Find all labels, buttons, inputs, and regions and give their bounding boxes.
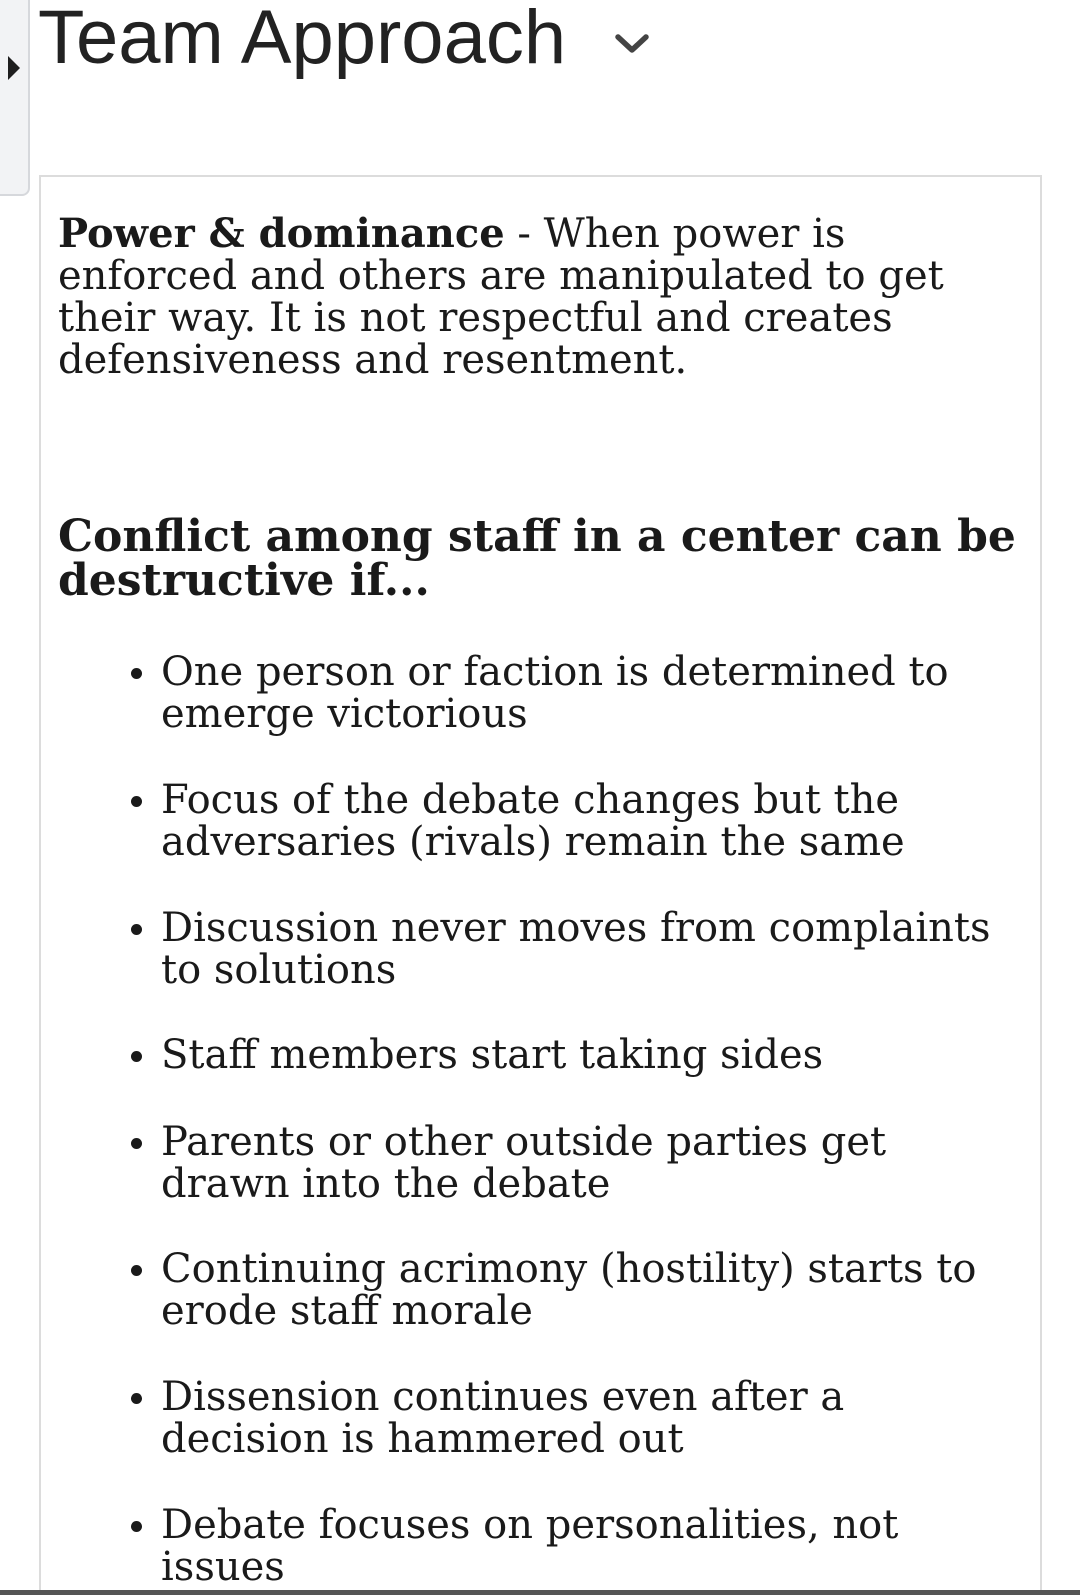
intro-paragraph — [58, 210, 1018, 383]
list-item: Dissension continues even after a decision is hammered out — [161, 1376, 1021, 1460]
content-panel — [39, 175, 1042, 1595]
list-item: Debate focuses on personalities, not issues — [161, 1504, 1021, 1588]
intro-term: Power & dominance — [58, 210, 505, 257]
bottom-divider — [0, 1590, 1080, 1595]
list-item: Discussion never moves from complaints to solutions — [161, 907, 1021, 991]
section-heading: Conflict among staff in a center can be destructive if... — [58, 511, 1016, 606]
page-title: Team Approach — [38, 0, 567, 80]
list-item: Continuing acrimony (hostility) starts to erode staff morale — [161, 1248, 1021, 1332]
list-item: One person or faction is determined to emerge victorious — [161, 651, 1021, 735]
title-row — [38, 0, 652, 82]
sidebar-toggle-tab[interactable] — [0, 0, 30, 196]
chevron-down-icon[interactable] — [612, 24, 652, 64]
caret-right-icon — [8, 56, 20, 80]
list-item: Focus of the debate changes but the adversaries (rivals) remain the same — [161, 779, 1021, 863]
list-item: Parents or other outside parties get drawn into the debate — [161, 1121, 1021, 1205]
list-item: Staff members start taking sides — [161, 1034, 1021, 1076]
intro-definition: - When power is enforced and others are manipulated to get their way. It is not respectful and creates defensiveness and resentment. — [58, 211, 944, 383]
